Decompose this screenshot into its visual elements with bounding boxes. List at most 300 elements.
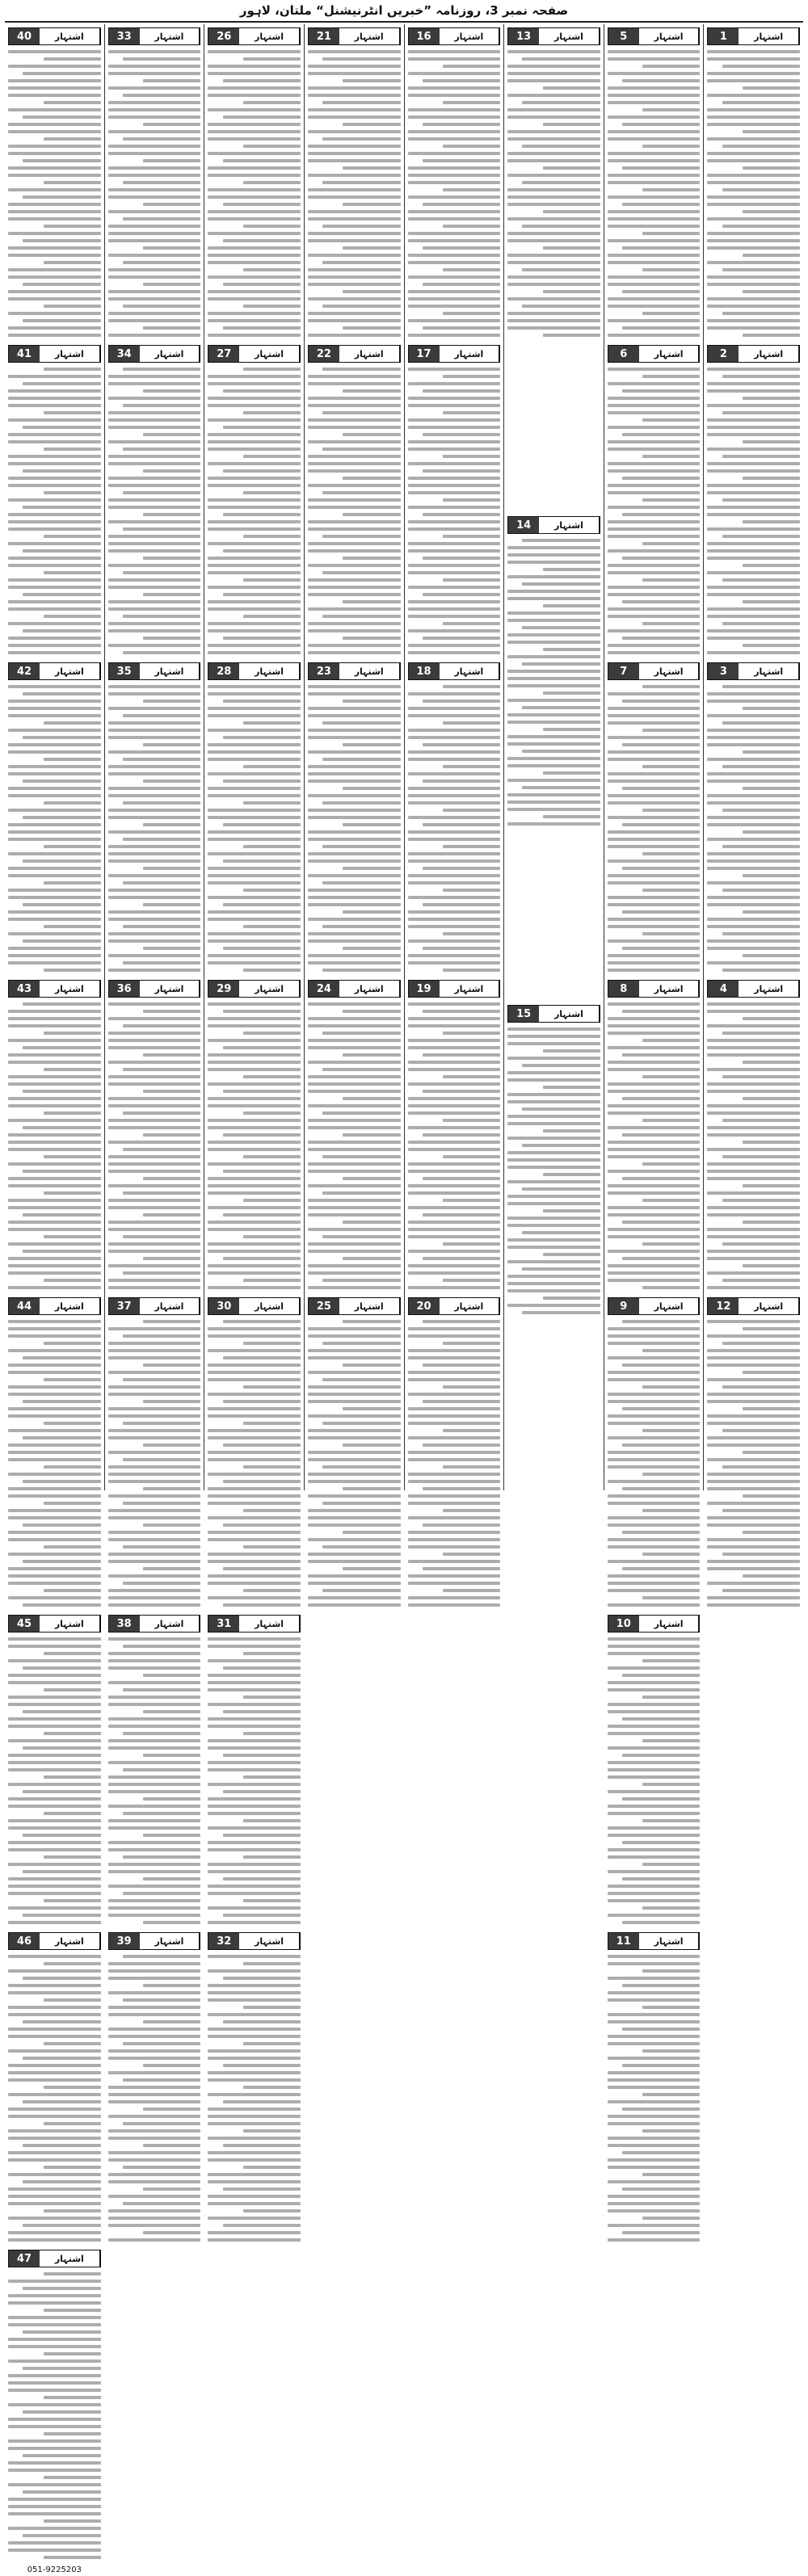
text-line	[8, 1451, 101, 1454]
text-line	[707, 319, 800, 322]
ad-entry	[8, 24, 101, 342]
text-line	[308, 1494, 401, 1498]
ad-entry	[8, 977, 101, 1294]
text-line	[208, 254, 301, 257]
text-line	[608, 1371, 701, 1374]
text-line	[108, 1082, 201, 1086]
text-line	[44, 845, 101, 848]
text-line	[223, 736, 301, 739]
text-line	[8, 217, 101, 221]
text-line	[23, 1914, 100, 1917]
ad-entry	[707, 977, 800, 1294]
text-line	[707, 816, 800, 819]
text-line	[44, 1589, 101, 1592]
text-line	[308, 1199, 401, 1202]
text-line	[108, 1385, 201, 1389]
text-line	[608, 217, 701, 221]
text-line	[44, 2042, 101, 2045]
text-line	[23, 426, 100, 429]
text-line	[408, 1334, 501, 1338]
text-line	[23, 816, 100, 819]
text-line	[208, 1017, 301, 1020]
text-line	[308, 312, 401, 315]
text-line	[722, 721, 800, 725]
entry-header	[408, 980, 501, 998]
text-line	[608, 2042, 701, 2045]
text-line	[208, 939, 301, 943]
text-line	[408, 404, 501, 407]
text-line	[343, 1097, 400, 1100]
text-line	[343, 1221, 400, 1224]
text-line	[308, 1002, 401, 1006]
entry-text-block	[208, 1952, 301, 2246]
text-line	[23, 1090, 100, 1093]
text-line	[208, 275, 301, 279]
text-line	[223, 1567, 301, 1570]
text-line	[108, 2028, 201, 2031]
text-line	[23, 2490, 100, 2494]
text-line	[108, 2173, 201, 2176]
text-line	[423, 947, 500, 950]
text-line	[343, 743, 400, 746]
text-line	[343, 1531, 400, 1534]
text-line	[8, 1443, 101, 1447]
text-line	[423, 513, 500, 516]
text-line	[408, 1458, 501, 1461]
text-line	[707, 1502, 800, 1505]
text-line	[408, 1271, 501, 1275]
text-line	[707, 838, 800, 841]
text-line	[408, 1371, 501, 1374]
text-line	[8, 1863, 101, 1866]
text-line	[707, 1148, 800, 1151]
text-line	[608, 615, 701, 618]
text-line	[108, 116, 201, 119]
text-line	[408, 750, 501, 754]
text-line	[108, 232, 201, 235]
text-line	[143, 1797, 200, 1801]
text-line	[622, 700, 700, 703]
text-line	[707, 1068, 800, 1071]
text-line	[543, 648, 600, 651]
text-line	[408, 484, 501, 487]
text-line	[322, 1155, 400, 1158]
text-line	[243, 57, 301, 61]
ad-entry	[108, 1612, 201, 1929]
text-line	[622, 910, 700, 914]
text-line	[443, 101, 500, 104]
text-line	[208, 94, 301, 97]
text-line	[208, 1349, 301, 1352]
text-line	[642, 1075, 700, 1078]
text-line	[507, 1071, 600, 1074]
text-line	[44, 1465, 101, 1469]
text-line	[108, 1870, 201, 1873]
text-line	[443, 1199, 500, 1202]
text-line	[343, 1487, 400, 1490]
text-line	[23, 593, 100, 596]
text-line	[343, 79, 400, 82]
text-line	[522, 1144, 600, 1147]
text-line	[707, 433, 800, 436]
text-line	[123, 1112, 200, 1115]
text-line	[322, 101, 400, 104]
text-line	[8, 1582, 101, 1585]
text-line	[8, 2498, 101, 2501]
text-line	[707, 57, 800, 61]
text-line	[8, 1892, 101, 1895]
text-line	[743, 1531, 800, 1534]
text-line	[208, 217, 301, 221]
text-line	[443, 268, 500, 271]
text-line	[608, 881, 701, 885]
text-line	[8, 1761, 101, 1764]
text-line	[44, 101, 101, 104]
text-line	[208, 1024, 301, 1027]
text-line	[108, 1371, 201, 1374]
text-line	[208, 629, 301, 632]
text-line	[8, 750, 101, 754]
text-line	[622, 166, 700, 170]
text-line	[308, 816, 401, 819]
entry-text-block	[8, 2270, 101, 2564]
text-line	[8, 188, 101, 191]
text-line	[8, 290, 101, 293]
ad-entry	[8, 2246, 101, 2564]
entry-label: اشتہار	[40, 1616, 100, 1632]
text-line	[322, 925, 400, 928]
entry-text-block	[208, 1000, 301, 1294]
text-line	[343, 123, 400, 126]
text-line	[608, 2078, 701, 2082]
text-line	[608, 130, 701, 133]
text-line	[707, 418, 800, 422]
text-line	[443, 312, 500, 315]
text-line	[507, 1027, 600, 1031]
text-line	[443, 188, 500, 191]
text-line	[308, 72, 401, 75]
text-line	[243, 145, 301, 148]
text-line	[108, 816, 201, 819]
text-line	[423, 389, 500, 393]
text-line	[308, 961, 401, 964]
text-line	[308, 1184, 401, 1187]
text-line	[243, 1509, 301, 1512]
text-line	[23, 2534, 100, 2537]
text-line	[143, 1877, 200, 1881]
text-line	[308, 1017, 401, 1020]
entry-number: 2	[708, 346, 739, 362]
entry-text-block	[308, 1000, 401, 1294]
text-line	[123, 368, 200, 371]
text-line	[44, 1502, 101, 1505]
entry-number: 13	[508, 28, 539, 44]
text-line	[23, 629, 100, 632]
text-line	[208, 50, 301, 53]
text-line	[507, 1289, 600, 1292]
text-line	[608, 2195, 701, 2198]
text-line	[507, 713, 600, 716]
text-line	[622, 2064, 700, 2067]
entry-number: 15	[508, 1006, 539, 1022]
text-line	[308, 1356, 401, 1359]
text-line	[123, 1422, 200, 1425]
entry-label: اشتہار	[40, 1933, 100, 1949]
text-line	[208, 1553, 301, 1556]
text-line	[443, 1385, 500, 1389]
text-line	[322, 1068, 400, 1071]
text-line	[8, 2202, 101, 2205]
text-line	[8, 1104, 101, 1107]
text-line	[308, 564, 401, 567]
text-line	[143, 203, 200, 206]
text-line	[243, 1075, 301, 1078]
entry-header	[8, 27, 101, 45]
entry-number: 6	[608, 346, 639, 362]
text-line	[543, 1086, 600, 1089]
entry-text-block	[108, 1317, 201, 1612]
text-line	[143, 947, 200, 950]
entry-label: اشتہار	[539, 28, 600, 44]
text-line	[308, 1286, 401, 1289]
text-line	[208, 644, 301, 647]
text-line	[707, 758, 800, 761]
text-line	[143, 1400, 200, 1403]
text-line	[743, 1184, 800, 1187]
text-line	[408, 1191, 501, 1195]
text-line	[208, 188, 301, 191]
text-line	[642, 1385, 700, 1389]
text-line	[23, 2287, 100, 2290]
text-line	[243, 615, 301, 618]
text-line	[608, 1538, 701, 1541]
text-line	[408, 1184, 501, 1187]
text-line	[8, 1407, 101, 1410]
text-line	[143, 246, 200, 250]
entry-number: 12	[708, 1298, 739, 1314]
text-line	[608, 305, 701, 308]
entry-header	[8, 2250, 101, 2267]
text-line	[608, 1914, 701, 1917]
text-line	[642, 578, 700, 582]
entry-text-block	[608, 365, 701, 659]
text-line	[108, 1775, 201, 1779]
entry-label: اشتہار	[40, 663, 100, 679]
ad-entry	[608, 1612, 701, 1929]
text-line	[308, 1024, 401, 1027]
text-line	[8, 637, 101, 640]
text-line	[408, 232, 501, 235]
text-line	[507, 561, 600, 564]
text-line	[108, 275, 201, 279]
text-line	[8, 685, 101, 688]
text-line	[507, 283, 600, 286]
text-line	[707, 1378, 800, 1381]
entry-header	[308, 345, 401, 363]
text-line	[408, 1170, 501, 1173]
entry-text-block	[308, 683, 401, 977]
text-line	[743, 1371, 800, 1374]
text-line	[208, 586, 301, 589]
text-line	[408, 1451, 501, 1454]
text-line	[8, 297, 101, 300]
text-line	[507, 50, 600, 53]
text-line	[8, 389, 101, 393]
text-line	[423, 557, 500, 560]
entry-header	[208, 980, 301, 998]
text-line	[308, 939, 401, 943]
text-line	[308, 707, 401, 710]
text-line	[208, 65, 301, 68]
text-line	[208, 130, 301, 133]
text-line	[44, 368, 101, 371]
text-line	[108, 1356, 201, 1359]
entry-label: اشتہار	[339, 28, 400, 44]
text-line	[622, 79, 700, 82]
text-line	[707, 593, 800, 596]
text-line	[707, 195, 800, 199]
text-line	[322, 615, 400, 618]
text-line	[223, 1754, 301, 1757]
text-line	[44, 1732, 101, 1735]
text-line	[23, 2367, 100, 2370]
text-line	[308, 1126, 401, 1129]
text-line	[23, 2180, 100, 2183]
text-line	[8, 50, 101, 53]
text-line	[443, 1075, 500, 1078]
text-line	[522, 706, 600, 709]
text-line	[108, 1264, 201, 1267]
text-line	[408, 397, 501, 400]
text-line	[108, 1286, 201, 1289]
text-line	[408, 549, 501, 553]
text-line	[8, 2013, 101, 2016]
text-line	[642, 809, 700, 812]
text-line	[642, 2049, 700, 2053]
text-line	[722, 1342, 800, 1345]
entry-text-block	[608, 48, 701, 342]
text-line	[507, 174, 600, 177]
entry-text-block	[8, 1635, 101, 1929]
text-line	[143, 743, 200, 746]
entry-text-block	[608, 1000, 701, 1294]
text-line	[108, 2093, 201, 2096]
text-line	[507, 1180, 600, 1183]
text-line	[642, 765, 700, 768]
text-line	[8, 1805, 101, 1808]
text-line	[8, 1221, 101, 1224]
text-line	[308, 1371, 401, 1374]
text-line	[343, 433, 400, 436]
text-line	[243, 181, 301, 184]
entry-number: 42	[9, 663, 40, 679]
entry-number: 46	[9, 1933, 40, 1949]
text-line	[608, 925, 701, 928]
text-line	[8, 823, 101, 826]
text-line	[707, 1228, 800, 1231]
text-line	[123, 1378, 200, 1381]
text-line	[608, 1414, 701, 1418]
text-line	[44, 1688, 101, 1691]
text-line	[108, 145, 201, 148]
text-line	[443, 969, 500, 972]
text-line	[108, 1977, 201, 1980]
entry-label: اشتہار	[239, 28, 300, 44]
text-line	[343, 823, 400, 826]
entry-number: 47	[9, 2250, 40, 2267]
text-line	[308, 1451, 401, 1454]
entry-text-block	[208, 48, 301, 342]
text-line	[243, 1422, 301, 1425]
text-line	[108, 830, 201, 834]
entry-number: 36	[109, 981, 140, 997]
text-line	[8, 1017, 101, 1020]
text-line	[408, 1126, 501, 1129]
text-line	[507, 261, 600, 264]
entry-number: 25	[309, 1298, 339, 1314]
text-line	[722, 1509, 800, 1512]
text-line	[507, 65, 600, 68]
text-line	[308, 239, 401, 242]
text-line	[108, 874, 201, 877]
text-line	[707, 79, 800, 82]
text-line	[243, 305, 301, 308]
text-line	[108, 1473, 201, 1476]
text-line	[123, 491, 200, 494]
text-line	[123, 2078, 200, 2082]
text-line	[707, 736, 800, 739]
text-line	[8, 2338, 101, 2341]
entry-label: اشتہار	[239, 981, 300, 997]
text-line	[608, 1582, 701, 1585]
text-line	[408, 1206, 501, 1209]
text-line	[308, 1582, 401, 1585]
text-line	[108, 1826, 201, 1830]
text-line	[308, 692, 401, 695]
text-line	[507, 94, 600, 97]
text-line	[707, 1356, 800, 1359]
text-line	[8, 203, 101, 206]
text-line	[642, 108, 700, 111]
text-line	[622, 290, 700, 293]
text-line	[408, 1596, 501, 1599]
text-line	[123, 714, 200, 717]
text-line	[8, 2238, 101, 2242]
text-line	[143, 2187, 200, 2191]
text-line	[443, 845, 500, 848]
text-line	[23, 2454, 100, 2457]
text-line	[343, 1567, 400, 1570]
text-line	[308, 1104, 401, 1107]
text-line	[408, 1538, 501, 1541]
text-line	[108, 1097, 201, 1100]
entry-header	[208, 1615, 301, 1633]
text-line	[707, 1046, 800, 1049]
text-line	[8, 809, 101, 812]
text-line	[243, 1732, 301, 1735]
text-line	[722, 1242, 800, 1246]
text-line	[208, 1407, 301, 1410]
text-line	[608, 1090, 701, 1093]
text-line	[208, 2035, 301, 2038]
text-line	[308, 462, 401, 465]
text-line	[707, 925, 800, 928]
text-line	[608, 2137, 701, 2140]
text-line	[23, 1213, 100, 1217]
text-line	[108, 455, 201, 458]
text-line	[443, 411, 500, 414]
text-line	[243, 1342, 301, 1345]
